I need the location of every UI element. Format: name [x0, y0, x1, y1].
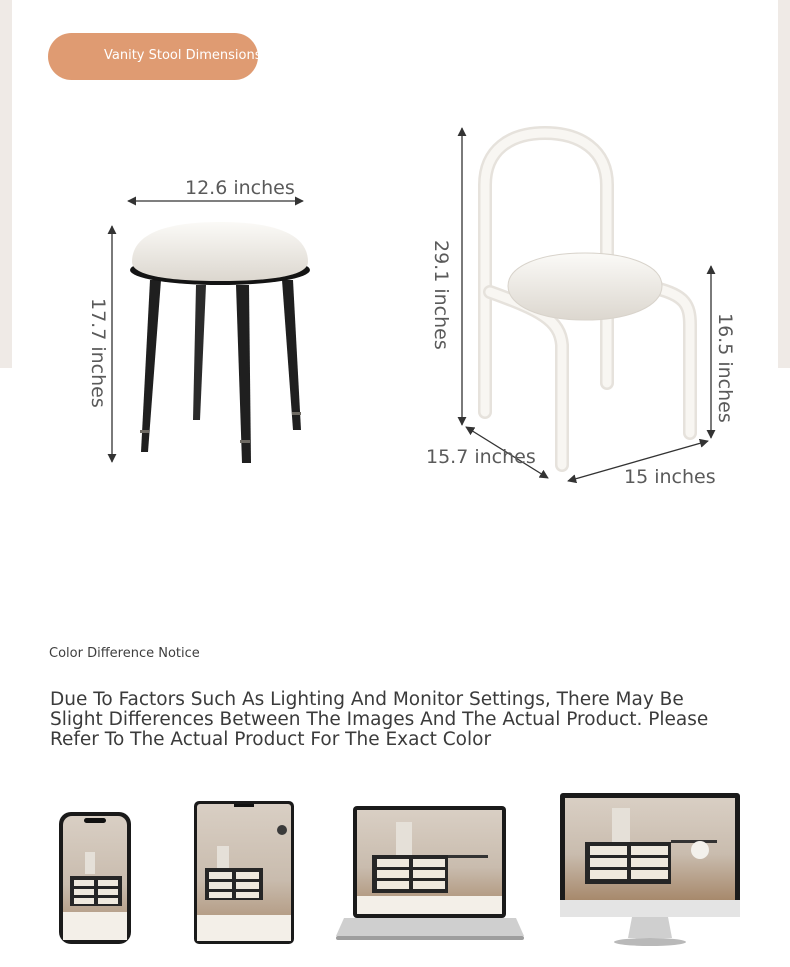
chair-seat-height-label: 16.5 inches: [714, 313, 736, 423]
notice-body: Due To Factors Such As Lighting And Monitor Settings, There May Be Slight Differences Between The Images And The Actual Product. Please Refer To The Actual Product For The Exact Color: [50, 689, 709, 750]
laptop-icon: [336, 806, 524, 940]
chair-depth-label: 15.7 inches: [426, 446, 536, 468]
smartphone-icon: [59, 812, 131, 944]
chair-back-height-label: 29.1 inches: [430, 240, 452, 350]
stool-illustration: [112, 201, 310, 463]
stool-height-label: 17.7 inches: [87, 298, 109, 408]
section-badge-label: Vanity Stool Dimensions: [104, 48, 262, 63]
notice-title: Color Difference Notice: [49, 646, 200, 661]
chair-width-label: 15 inches: [624, 466, 716, 488]
desktop-monitor-icon: [560, 793, 740, 946]
chair-illustration: [462, 128, 711, 481]
stool-width-label: 12.6 inches: [185, 177, 295, 199]
tablet-icon: [194, 801, 294, 944]
